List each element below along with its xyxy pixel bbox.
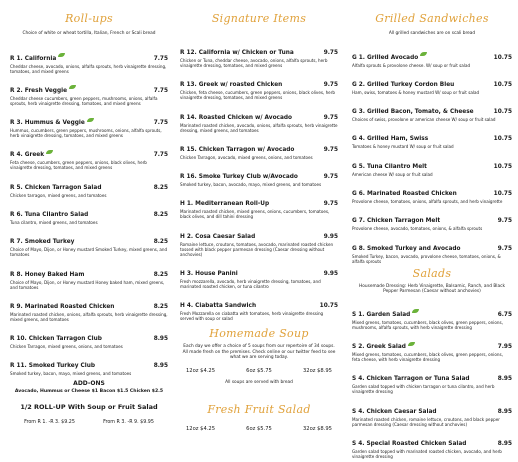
menu-item-name: R 4. Greek xyxy=(10,152,45,159)
menu-item-header xyxy=(352,44,512,63)
half-price-2: From R 3. -R 9. $9.95 xyxy=(103,419,154,425)
menu-item-description: Chicken or Tuna, cheddar cheese, avocado, onions, alfalfa sprouts, herb vinaigrette dressing, tomatoes, and mixed greens xyxy=(180,58,328,68)
menu-item-header xyxy=(10,293,168,312)
soup-price-32oz: 32oz $8.95 xyxy=(302,368,332,375)
menu-item-title xyxy=(180,104,292,123)
menu-item-header xyxy=(352,398,512,417)
menu-item-name: R 3. Hummus & Veggie xyxy=(10,120,85,127)
menu-item-name: G 5. Tuna Cilantro Melt xyxy=(352,163,427,170)
menu-item-title xyxy=(10,109,94,128)
menu-item-name: R 16. Smoke Turkey Club w/Avocado xyxy=(180,174,298,181)
half-rollup-title: 1/2 ROLL-UP With Soup or Fruit Salad xyxy=(20,402,158,411)
menu-item-price: 8.25 xyxy=(153,271,168,278)
menu-item-title xyxy=(180,136,294,155)
menu-item-description: Smoked turkey, bacon, avocado, mayo, mixed greens, and tomatoes xyxy=(180,182,322,188)
soup-description: Each day we offer a choice of 5 soups from our repertoire of 34 soups. All made fresh on the premises. Check online or our twitter feed to see what we are serving today. xyxy=(182,344,336,360)
menu-item-price: 10.75 xyxy=(493,109,512,116)
menu-item-description: American cheese W/ soup or fruit salad xyxy=(352,171,433,177)
menu-item-description: Marinated roasted chicken, romaine lettuce, croutons, and black pepper parmesan dressing (Caesar dressing without anchovies) xyxy=(352,416,500,427)
menu-item-header xyxy=(180,104,338,123)
menu-item xyxy=(180,71,338,100)
menu-item-header xyxy=(352,207,512,226)
menu-item-name: G 1. Grilled Avocado xyxy=(352,54,419,61)
menu-item-description: Choice of Mayo, Dijon, or Honey mustard Honey baked ham, mixed greens, and tomatoes xyxy=(10,279,165,290)
menu-item-price: 9.95 xyxy=(323,233,338,240)
menu-item-title xyxy=(352,333,415,352)
menu-item-price: 10.75 xyxy=(493,136,512,143)
vegetarian-leaf-icon xyxy=(420,52,427,56)
menu-item-title xyxy=(180,190,269,209)
menu-item-title xyxy=(180,163,298,182)
menu-item-price: 8.95 xyxy=(497,376,512,383)
menu-item xyxy=(352,207,512,231)
fruit-price-6oz: 6oz $5.75 xyxy=(246,426,272,433)
menu-item xyxy=(10,109,168,138)
menu-item xyxy=(180,136,338,160)
menu-item-price: 10.75 xyxy=(493,81,512,88)
menu-item xyxy=(352,180,512,204)
menu-item-header xyxy=(352,333,512,352)
menu-item-price: 9.75 xyxy=(323,50,338,56)
signature-title: Signature Items xyxy=(211,12,307,25)
menu-item-name: G 4. Grilled Ham, Swiss xyxy=(352,136,429,143)
menu-item-name: R 8. Honey Baked Ham xyxy=(10,271,85,278)
menu-item-title xyxy=(180,71,282,90)
fruit-price-12oz: 12oz $4.25 xyxy=(186,426,215,433)
menu-item-header xyxy=(352,153,512,172)
menu-item-title xyxy=(180,39,294,58)
menu-item-title xyxy=(352,365,470,384)
menu-item-description: Provolone cheese, avocado, tomatoes, onions, & alfalfa sprouts xyxy=(352,226,483,232)
menu-item-description: Cheddar cheese cucumbers, green peppers, mushrooms, onions, alfalfa sprouts, herb vinaigrette dressing, tomatoes, and mixed greens xyxy=(10,95,158,106)
menu-item xyxy=(352,398,512,427)
menu-item-description: Romaine lettuce, croutons, tomatoes, avocado, marinated roasted chicken tossed with black pepper parmesan dressing (Caesar dressing without anchovies) xyxy=(180,241,334,257)
menu-item xyxy=(10,325,168,349)
menu-item-header xyxy=(352,98,512,117)
menu-item-price: 6.75 xyxy=(497,311,512,318)
menu-item-description: Marinated roasted chicken, avocado, onions, alfalfa sprouts, herb vinaigrette dressing, mixed greens, and tomatoes xyxy=(180,122,338,133)
rollups-note: Choice of white or wheat tortilla, Italian, French or Scali bread xyxy=(22,31,156,36)
rollups-title: Roll-ups xyxy=(65,12,113,25)
menu-item-description: Chicken tarragon, mixed greens, and tomatoes xyxy=(10,192,107,198)
addons-title: ADD-ONS xyxy=(73,379,105,387)
menu-item-price: 8.95 xyxy=(497,441,512,448)
soup-price-6oz: 6oz $5.75 xyxy=(246,368,272,375)
menu-item-header xyxy=(352,430,512,449)
menu-item-name: R 10. Chicken Tarragon Club xyxy=(10,336,102,343)
menu-item-title xyxy=(352,44,427,63)
grilled-title: Grilled Sandwiches xyxy=(375,12,489,25)
menu-item-title xyxy=(10,261,84,280)
menu-item-header xyxy=(180,136,338,155)
menu-item xyxy=(352,333,512,362)
grilled-column xyxy=(352,0,512,462)
menu-item-description: Garden salad topped with chicken tarragon or tuna cilantro, and herb vinaigrette dressing xyxy=(352,384,495,395)
menu-item-name: R 11. Smoked Turkey Club xyxy=(10,363,96,370)
menu-item-name: S 1. Garden Salad xyxy=(352,311,411,318)
menu-item xyxy=(352,365,512,394)
menu-item-header xyxy=(10,261,168,280)
menu-item-description: Fresh mozzarella, avocado, herb vinaigrette dressing, tomatoes, and marinated roasted chicken, or tuna cilantro xyxy=(180,279,321,290)
salads-title: Salads xyxy=(412,266,452,280)
vegetarian-leaf-icon xyxy=(408,342,415,346)
menu-item-description: Garden salad topped with marinated roasted chicken, avocado, and herb vinaigrette dressing xyxy=(352,449,502,460)
menu-item-header xyxy=(10,77,168,96)
menu-item-description: Mixed greens, tomatoes, cucumbers, black olives, green peppers, onions, mushrooms, alfalfa sprouts, with herb vinaigrette dressing xyxy=(352,319,503,330)
menu-item xyxy=(352,98,512,122)
menu-item-price: 10.75 xyxy=(493,54,512,61)
menu-item-name: H 2. Cosa Caesar Salad xyxy=(180,233,256,240)
rollups-column xyxy=(10,0,168,425)
menu-item-title xyxy=(180,223,255,242)
menu-item-title xyxy=(352,125,428,144)
menu-item-title xyxy=(352,235,460,254)
menu-item-name: R 9. Marinated Roasted Chicken xyxy=(10,303,115,310)
menu-item-price: 8.25 xyxy=(153,184,168,191)
menu-item-name: G 6. Marinated Roasted Chicken xyxy=(352,190,457,197)
menu-item-name: R 1. California xyxy=(10,55,57,62)
menu-item-price: 8.25 xyxy=(153,303,168,310)
half-rollup-prices xyxy=(10,420,168,425)
menu-item xyxy=(352,430,512,459)
menu-item-price: 9.95 xyxy=(323,271,338,278)
salads-list xyxy=(352,301,512,459)
rollups-list xyxy=(10,45,168,377)
menu-item xyxy=(352,125,512,149)
menu-item-title xyxy=(10,174,101,193)
menu-item-header xyxy=(352,180,512,199)
menu-item-title xyxy=(10,352,95,371)
menu-item-description: Chicken, feta cheese, cucumbers, green peppers, onions, black olives, herb vinaigrette dressing, tomatoes, and mixed greens xyxy=(180,90,335,101)
menu-item-price: 9.75 xyxy=(323,174,338,181)
menu-item xyxy=(180,163,338,187)
menu-item xyxy=(10,45,168,74)
menu-item-description: Provolone cheese, tomatoes, onions, alfalfa sprouts, and herb vinaigrette xyxy=(352,198,503,204)
menu-item-price: 7.75 xyxy=(153,87,168,94)
menu-item-price: 9.75 xyxy=(323,146,338,153)
menu-item-header xyxy=(180,39,338,58)
menu-item xyxy=(10,174,168,198)
vegetarian-leaf-icon xyxy=(46,150,53,154)
grilled-list xyxy=(352,44,512,264)
menu-item-header xyxy=(352,71,512,90)
menu-item-name: S 2. Greek Salad xyxy=(352,344,406,351)
menu-item-name: H 1. Mediterranean Roll-Up xyxy=(180,201,270,208)
menu-item-description: Chicken Tarragon, mixed greens, onions, and tomatoes xyxy=(10,344,123,350)
menu-item-price: 10.75 xyxy=(319,303,338,310)
menu-item xyxy=(180,292,338,321)
menu-item xyxy=(352,44,512,68)
menu-item-title xyxy=(352,153,427,172)
menu-item-header xyxy=(10,352,168,371)
menu-item-title xyxy=(10,77,76,96)
menu-item-title xyxy=(10,45,65,64)
menu-item-name: G 2. Grilled Turkey Cordon Bleu xyxy=(352,81,455,88)
menu-item-header xyxy=(352,235,512,254)
menu-item-header xyxy=(180,190,338,209)
menu-item-header xyxy=(180,292,338,311)
menu-item xyxy=(352,71,512,95)
menu-item-description: Hummus, cucumbers, green peppers, mushrooms, onions, alfalfa sprouts, herb vinaigrette dressing, tomatoes, and mixed greens xyxy=(10,128,162,139)
menu-item-header xyxy=(10,201,168,220)
addons-line: Avocado, Hummus or Cheese $1 Bacon $1.5 Chicken $2.5 xyxy=(14,388,164,394)
menu-item-price: 7.95 xyxy=(497,344,512,351)
menu-item-header xyxy=(352,301,512,320)
fruit-title: Fresh Fruit Salad xyxy=(207,403,311,417)
menu-item-price: 9.75 xyxy=(323,82,338,89)
menu-item-price: 7.75 xyxy=(153,55,168,62)
menu-item-description: Smoked turkey, bacon, mayo, mixed greens, and tomatoes xyxy=(10,371,132,377)
half-price-1: From R 1. -R 3. $9.25 xyxy=(24,419,75,425)
menu-item-header xyxy=(352,125,512,144)
menu-item-price: 7.75 xyxy=(153,152,168,159)
menu-item xyxy=(10,77,168,106)
menu-item-header xyxy=(10,45,168,64)
menu-item-price: 9.75 xyxy=(497,245,512,252)
menu-item-title xyxy=(352,301,419,320)
menu-item-header xyxy=(10,174,168,193)
menu-item-price: 8.95 xyxy=(497,408,512,415)
menu-item-description: Choice of Mayo, Dijon, or Honey mustard Smoked Turkey, mixed greens, and tomatoes xyxy=(10,247,168,258)
menu-item-title xyxy=(352,207,440,226)
menu-item-header xyxy=(180,260,338,279)
menu-item-header xyxy=(10,141,168,160)
vegetarian-leaf-icon xyxy=(58,53,65,57)
soup-title: Homemade Soup xyxy=(209,327,309,341)
menu-item xyxy=(180,260,338,289)
menu-item-description: Marinated roasted chicken, onions, alfalfa sprouts, herb vinaigrette dressing, mixed greens, and tomatoes xyxy=(10,311,168,322)
menu-item xyxy=(180,223,338,257)
menu-item-title xyxy=(352,71,454,90)
menu-item xyxy=(10,228,168,257)
menu-item-header xyxy=(180,163,338,182)
menu-item-description: Tomatoes & honey mustard W/ soup or fruit salad xyxy=(352,144,454,150)
menu-item-title xyxy=(10,201,88,220)
menu-item-name: R 7. Smoked Turkey xyxy=(10,239,75,246)
menu-item-title xyxy=(180,292,256,311)
menu-item-price: 8.95 xyxy=(153,336,168,343)
menu-item xyxy=(180,190,338,219)
menu-item-name: G 3. Grilled Bacon, Tomato, & Cheese xyxy=(352,109,474,116)
menu-item-price: 8.95 xyxy=(153,363,168,370)
menu-item xyxy=(10,201,168,225)
salads-note: Housemade Dressing: Herb Vinaigrette, Balsamic, Ranch, and Black Pepper Parmesan (Caesar without anchovies) xyxy=(359,283,505,295)
menu-item-price: 9.75 xyxy=(323,114,338,121)
menu-item-title xyxy=(352,98,474,117)
menu-item-description: Alfalfa sprouts & provolone cheese. W/ soup or fruit salad xyxy=(352,62,471,68)
soup-note: All soups are served with bread xyxy=(225,380,293,386)
menu-item-name: R 14. Roasted Chicken w/ Avocado xyxy=(180,114,293,121)
menu-item-name: R 5. Chicken Tarragon Salad xyxy=(10,184,102,191)
menu-item-name: R 6. Tuna Cilantro Salad xyxy=(10,211,89,218)
fruit-prices xyxy=(180,426,338,432)
menu-item-name: S 4. Special Roasted Chicken Salad xyxy=(352,441,467,448)
menu-item-header xyxy=(10,109,168,128)
signature-list xyxy=(180,39,338,321)
menu-item xyxy=(10,293,168,322)
menu-item-header xyxy=(180,71,338,90)
menu-item-title xyxy=(352,398,437,417)
menu-item-name: H 4. Ciabatta Sandwich xyxy=(180,303,257,310)
menu-item-header xyxy=(10,325,168,344)
menu-item-name: R 2. Fresh Veggie xyxy=(10,87,68,94)
fruit-price-32oz: 32oz $8.95 xyxy=(302,426,332,433)
menu-item-header xyxy=(352,365,512,384)
menu-item-name: R 12. California w/ Chicken or Tuna xyxy=(180,50,294,56)
menu-item xyxy=(10,261,168,290)
menu-item-description: Cheddar cheese, avocado, onions, alfalfa sprouts, herb vinaigrette dressing, tomatoes, and mixed greens xyxy=(10,63,167,74)
menu-item-description: Chicken Tarragon, avocado, mixed greens, onions, and tomatoes xyxy=(180,154,313,160)
menu-item-description: Mixed greens, tomatoes, cucumbers, black olives, green peppers, onions, feta cheese, with herb vinaigrette dressing xyxy=(352,352,503,363)
menu-item-title xyxy=(10,228,74,247)
menu-item-price: 10.75 xyxy=(493,163,512,170)
menu-item-name: S 4. Chicken Caesar Salad xyxy=(352,408,437,415)
menu-item-name: R 15. Chicken Tarragon w/ Avocado xyxy=(180,146,295,153)
soup-prices xyxy=(180,368,338,374)
menu-item-title xyxy=(10,141,53,160)
menu-item-description: Ham, swiss, tomatoes & honey mustard W/ soup or fruit salad xyxy=(352,89,480,95)
vegetarian-leaf-icon xyxy=(412,309,419,313)
menu-item-description: Choices of swiss, provolone or american cheese W/ soup or fruit salad xyxy=(352,117,496,123)
menu-item-price: 10.75 xyxy=(493,190,512,197)
signature-column xyxy=(180,0,338,432)
menu-item xyxy=(10,141,168,170)
menu-item-price: 9.75 xyxy=(497,218,512,225)
menu-item-name: H 3. House Panini xyxy=(180,271,238,278)
grilled-note: All grilled sandwiches are on scali bread xyxy=(388,31,476,36)
menu-item-description: Smoked Turkey, bacon, avocado, provolone cheese, tomatoes, onions, & alfalfa sprouts xyxy=(352,253,501,264)
menu-item-price: 9.75 xyxy=(323,201,338,208)
menu-item-title xyxy=(352,430,466,449)
vegetarian-leaf-icon xyxy=(87,118,94,122)
menu-item xyxy=(180,104,338,133)
menu-item-title xyxy=(10,293,114,312)
menu-item-description: Feta cheese, cucumbers, green peppers, onions, black olives, herb vinaigrette dressing, tomatoes, and mixed greens xyxy=(10,160,147,171)
menu-item-name: S 4. Chicken Tarragon or Tuna Salad xyxy=(352,376,470,383)
menu-item-price: 8.25 xyxy=(153,239,168,246)
menu-item-price: 8.25 xyxy=(153,211,168,218)
menu-item-header xyxy=(180,223,338,242)
menu-item-description: Tuna cilantro, mixed greens, and tomatoes xyxy=(10,219,98,225)
menu-item-name: G 8. Smoked Turkey and Avocado xyxy=(352,245,461,252)
menu-item-title xyxy=(10,325,102,344)
menu-item xyxy=(352,153,512,177)
menu-item xyxy=(352,301,512,330)
menu-item-description: Marinated roasted chicken, mixed greens, onions, cucumbers, tomatoes, black olives, and dill tahini dressing xyxy=(180,209,330,220)
menu-item-name: R 13. Greek w/ roasted Chicken xyxy=(180,82,283,89)
soup-price-12oz: 12oz $4.25 xyxy=(186,368,215,375)
menu-item xyxy=(10,352,168,376)
menu-item-description: Fresh Mozzarella on ciabatta with tomatoes, herb vinaigrette dressing served with soup or salad xyxy=(180,311,324,322)
menu-item-name: G 7. Chicken Tarragon Melt xyxy=(352,218,441,225)
menu-item xyxy=(352,235,512,264)
menu-item xyxy=(180,39,338,68)
menu-item-header xyxy=(10,228,168,247)
menu-item-title xyxy=(352,180,457,199)
menu-item-price: 7.75 xyxy=(153,120,168,127)
vegetarian-leaf-icon xyxy=(69,85,76,89)
menu-item-title xyxy=(180,260,238,279)
